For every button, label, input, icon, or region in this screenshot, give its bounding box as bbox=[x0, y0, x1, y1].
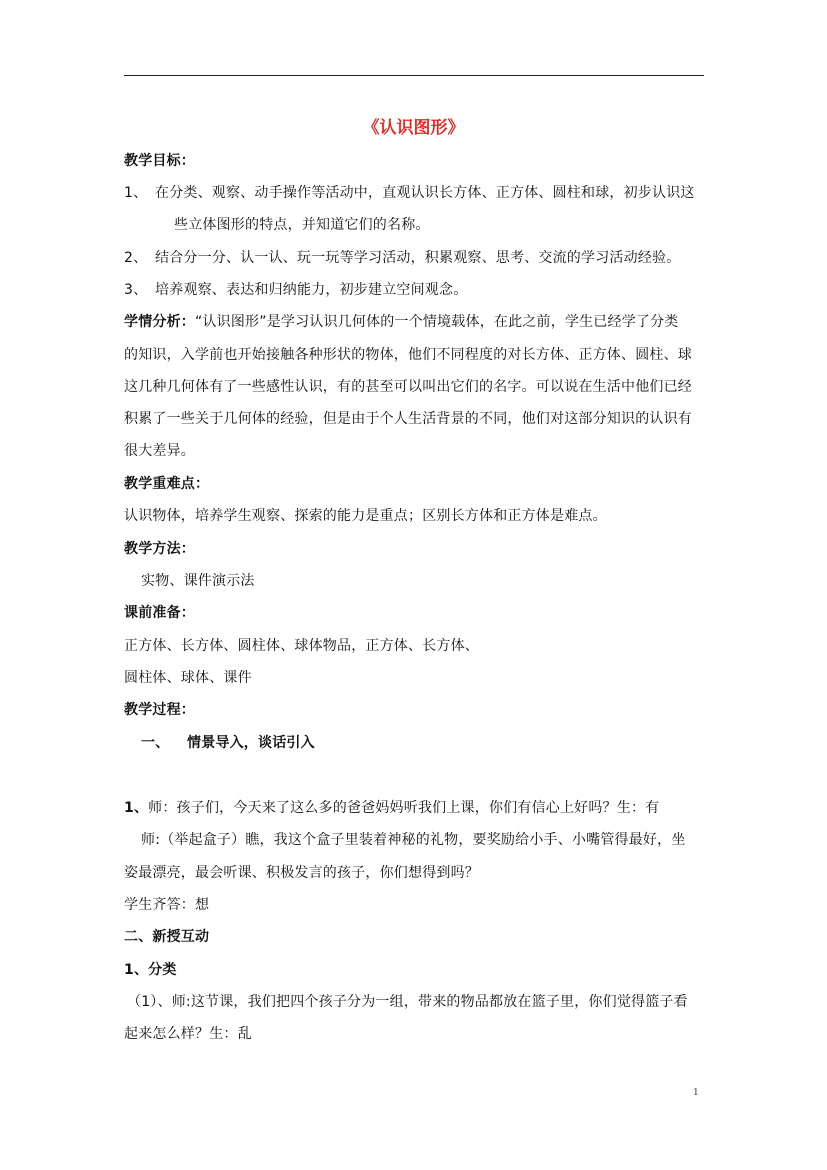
dialogue-number: 1、 bbox=[124, 800, 149, 816]
analysis-line-2: 的知识，入学前也开始接触各种形状的物体，他们不同程度的对长方体、正方体、圆柱、球 bbox=[124, 347, 692, 363]
goal-item-1-continued: 些立体图形的特点，并知道它们的名称。 bbox=[174, 217, 430, 233]
section-1-number: 一、 bbox=[141, 735, 170, 751]
header-rule bbox=[124, 75, 704, 76]
goal-item-3 bbox=[124, 280, 467, 300]
methods-heading: 教学方法： bbox=[124, 541, 195, 557]
section-2-heading: 二、新授互动 bbox=[124, 929, 210, 945]
goal-number: 2、 bbox=[124, 250, 148, 266]
page-number: 1 bbox=[693, 1086, 699, 1098]
methods-text: 实物、课件演示法 bbox=[141, 573, 255, 589]
analysis-text: “认识图形”是学习认识几何体的一个情境载体，在此之前，学生已经学了分类 bbox=[195, 314, 679, 330]
analysis-line-1 bbox=[124, 312, 679, 332]
dialogue-line-2: 师:（举起盒子）瞧，我这个盒子里装着神秘的礼物，要奖励给小手、小嘴管得最好，坐 bbox=[141, 832, 686, 848]
goal-text: 培养观察、表达和归纳能力，初步建立空间观念。 bbox=[155, 282, 468, 298]
goal-item-1 bbox=[124, 183, 695, 203]
analysis-line-5: 很大差异。 bbox=[124, 443, 195, 459]
goal-number: 1、 bbox=[124, 185, 148, 201]
dialogue-text: 师：孩子们，今天来了这么多的爸爸妈妈听我们上课，你们有信心上好吗？生：有 bbox=[148, 800, 660, 816]
analysis-line-3: 这几种几何体有了一些感性认识，有的甚至可以叫出它们的名字。可以说在生活中他们已经 bbox=[124, 379, 692, 395]
goal-number: 3、 bbox=[124, 282, 148, 298]
key-points-text: 认识物体，培养学生观察、探索的能力是重点；区别长方体和正方体是难点。 bbox=[124, 508, 607, 524]
subsection-line-1: （1）、师:这节课，我们把四个孩子分为一组，带来的物品都放在篮子里，你们觉得篮子看 bbox=[127, 994, 688, 1010]
section-1-title: 情景导入，谈话引入 bbox=[187, 735, 315, 751]
analysis-heading: 学情分析： bbox=[124, 314, 195, 330]
goal-item-2 bbox=[124, 248, 680, 268]
goals-heading: 教学目标： bbox=[124, 153, 195, 169]
dialogue-line-1 bbox=[124, 798, 659, 818]
document-title: 《认识图形》 bbox=[362, 118, 465, 138]
key-points-heading: 教学重难点： bbox=[124, 476, 210, 492]
process-heading: 教学过程： bbox=[124, 702, 195, 718]
dialogue-line-3: 姿最漂亮，最会听课、积极发言的孩子，你们想得到吗？ bbox=[124, 865, 479, 881]
goal-text: 在分类、观察、动手操作等活动中，直观认识长方体、正方体、圆柱和球，初步认识这 bbox=[155, 185, 695, 201]
preparation-heading: 课前准备： bbox=[124, 605, 195, 621]
preparation-line-1: 正方体、长方体、圆柱体、球体物品，正方体、长方体、 bbox=[124, 638, 479, 654]
subsection-line-2: 起来怎么样？生：乱 bbox=[124, 1026, 252, 1042]
subsection-heading: 1、分类 bbox=[124, 962, 177, 978]
section-1-heading bbox=[141, 733, 315, 753]
dialogue-line-4: 学生齐答：想 bbox=[124, 897, 210, 913]
analysis-line-4: 积累了一些关于几何体的经验，但是由于个人生活背景的不同，他们对这部分知识的认识有 bbox=[124, 411, 692, 427]
preparation-line-2: 圆柱体、球体、课件 bbox=[124, 670, 252, 686]
goal-text: 结合分一分、认一认、玩一玩等学习活动，积累观察、思考、交流的学习活动经验。 bbox=[155, 250, 681, 266]
